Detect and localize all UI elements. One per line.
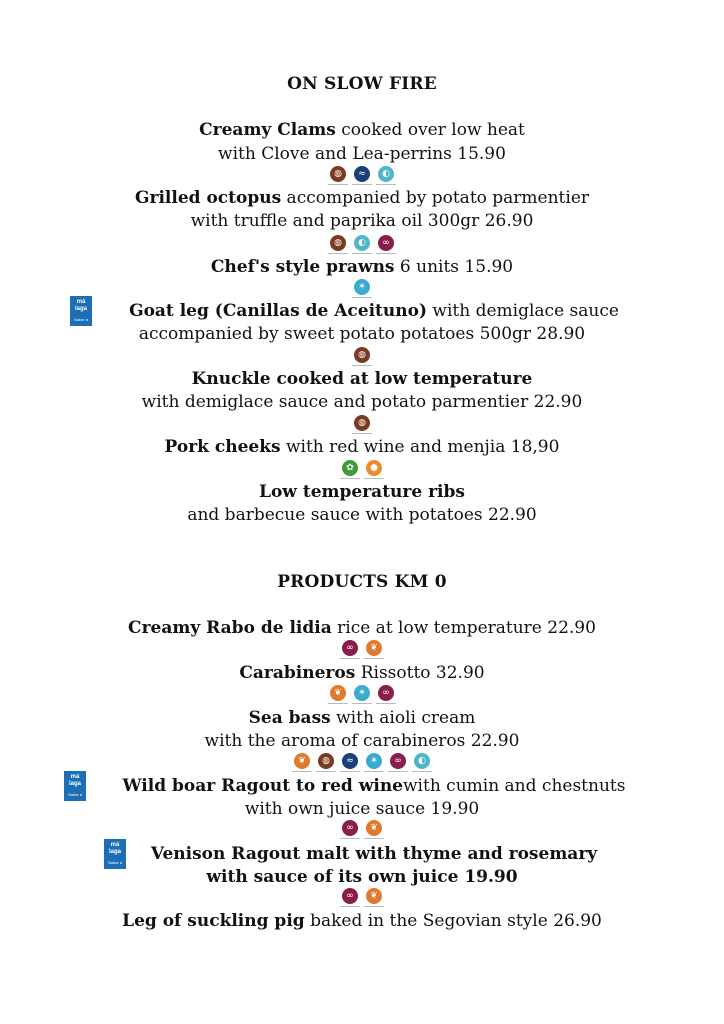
- allergen-row: [0, 640, 724, 662]
- dish-line: [0, 369, 724, 389]
- dish-line-2-bold: with sauce of its own juice 19.90: [206, 867, 518, 887]
- dish-name: Knuckle cooked at low temperature: [191, 369, 533, 389]
- dish-name: Goat leg (Canillas de Aceituno): [129, 301, 428, 321]
- sulphite-icon: ∞: [340, 820, 360, 842]
- dish-description: with cumin and chestnuts: [403, 776, 626, 796]
- sabor-a-malaga-logo: má laga Sabor a: [64, 771, 86, 801]
- section-title: PRODUCTS KM 0: [277, 572, 447, 592]
- dish-line: [12, 776, 724, 796]
- dish-description: with red wine and menjia 18,90: [280, 437, 560, 457]
- dish-name: Grilled octopus: [134, 188, 282, 208]
- allergen-row: [0, 347, 724, 369]
- allergen-row: [0, 685, 724, 707]
- mollusc-icon: ◐: [412, 753, 432, 775]
- sabor-a-malaga-logo: má laga Sabor a: [104, 839, 126, 869]
- allergen-row: [0, 888, 724, 910]
- dish-line-2: accompanied by sweet potato potatoes 500gr 28.90: [138, 324, 586, 344]
- dish-line: [0, 257, 724, 277]
- dish-line: [0, 120, 724, 140]
- sulphite-icon: ∞: [340, 640, 360, 662]
- crustacean-icon: ✶: [352, 685, 372, 707]
- dish-line-2: with the aroma of carabineros 22.90: [204, 731, 520, 751]
- allergen-row: [0, 166, 724, 188]
- dish-description: cooked over low heat: [335, 120, 525, 140]
- sabor-a-malaga-logo: má laga Sabor a: [70, 296, 92, 326]
- dish-name: Low temperature ribs: [259, 482, 465, 502]
- mollusc-icon: ◐: [376, 166, 396, 188]
- sulphite-icon: ∞: [376, 685, 396, 707]
- dish-name: Creamy Rabo de lidia: [128, 618, 332, 638]
- mollusc-icon: ◐: [352, 235, 372, 257]
- dish-line-2: with own juice sauce 19.90: [244, 799, 480, 819]
- gluten-icon: ❦: [328, 685, 348, 707]
- allergen-row: [0, 279, 724, 301]
- section-title: ON SLOW FIRE: [287, 74, 437, 94]
- fish-icon: ≈: [352, 166, 372, 188]
- dish-line-2: [0, 867, 724, 887]
- dish-description: 6 units 15.90: [394, 257, 514, 277]
- dish-description: with aioli cream: [330, 708, 476, 728]
- dish-line: [0, 482, 724, 502]
- dish-line: [0, 663, 724, 683]
- fish-icon: ≈: [340, 753, 360, 775]
- dish-line: [0, 911, 724, 931]
- dish-description: baked in the Segovian style 26.90: [304, 911, 602, 931]
- dish-line: [0, 618, 724, 638]
- dish-line: [12, 844, 724, 864]
- dish-line-2: with Clove and Lea-perrins 15.90: [218, 144, 506, 164]
- allergen-row: [0, 415, 724, 437]
- lactose-icon: ◍: [352, 347, 372, 369]
- gluten-icon: ❦: [292, 753, 312, 775]
- dish-line-2: with truffle and paprika oil 300gr 26.90: [190, 211, 534, 231]
- dish-line-2: and barbecue sauce with potatoes 22.90: [187, 505, 537, 525]
- dish-name: Leg of suckling pig: [122, 911, 305, 931]
- dish-description: with demiglace sauce: [427, 301, 619, 321]
- egg-icon: ●: [364, 460, 384, 482]
- dish-name: Chef's style prawns: [210, 257, 395, 277]
- dish-name: Venison Ragout malt with thyme and rosemary: [150, 844, 598, 864]
- gluten-icon: ❦: [364, 640, 384, 662]
- dish-description: accompanied by potato parmentier: [281, 188, 590, 208]
- crustacean-icon: ✶: [352, 279, 372, 301]
- dish-line: [0, 188, 724, 208]
- crustacean-icon: ✶: [364, 753, 384, 775]
- dish-line: [12, 301, 724, 321]
- allergen-row: [0, 235, 724, 257]
- sulphite-icon: ∞: [376, 235, 396, 257]
- gluten-icon: ❦: [364, 820, 384, 842]
- dish-line-2: with demiglace sauce and potato parmentier 22.90: [141, 392, 583, 412]
- celery-icon: ✿: [340, 460, 360, 482]
- allergen-row: [0, 460, 724, 482]
- dish-name: Carabineros: [239, 663, 356, 683]
- lactose-icon: ◍: [328, 235, 348, 257]
- allergen-row: [0, 753, 724, 775]
- lactose-icon: ◍: [316, 753, 336, 775]
- dish-name: Creamy Clams: [199, 120, 336, 140]
- sulphite-icon: ∞: [340, 888, 360, 910]
- dish-description: rice at low temperature 22.90: [331, 618, 596, 638]
- dish-description: Rissotto 32.90: [355, 663, 485, 683]
- dish-name: Sea bass: [248, 708, 331, 728]
- lactose-icon: ◍: [328, 166, 348, 188]
- sulphite-icon: ∞: [388, 753, 408, 775]
- gluten-icon: ❦: [364, 888, 384, 910]
- dish-line: [0, 437, 724, 457]
- dish-line: [0, 708, 724, 728]
- lactose-icon: ◍: [352, 415, 372, 437]
- dish-name: Pork cheeks: [164, 437, 281, 457]
- dish-name: Wild boar Ragout to red wine: [122, 776, 403, 796]
